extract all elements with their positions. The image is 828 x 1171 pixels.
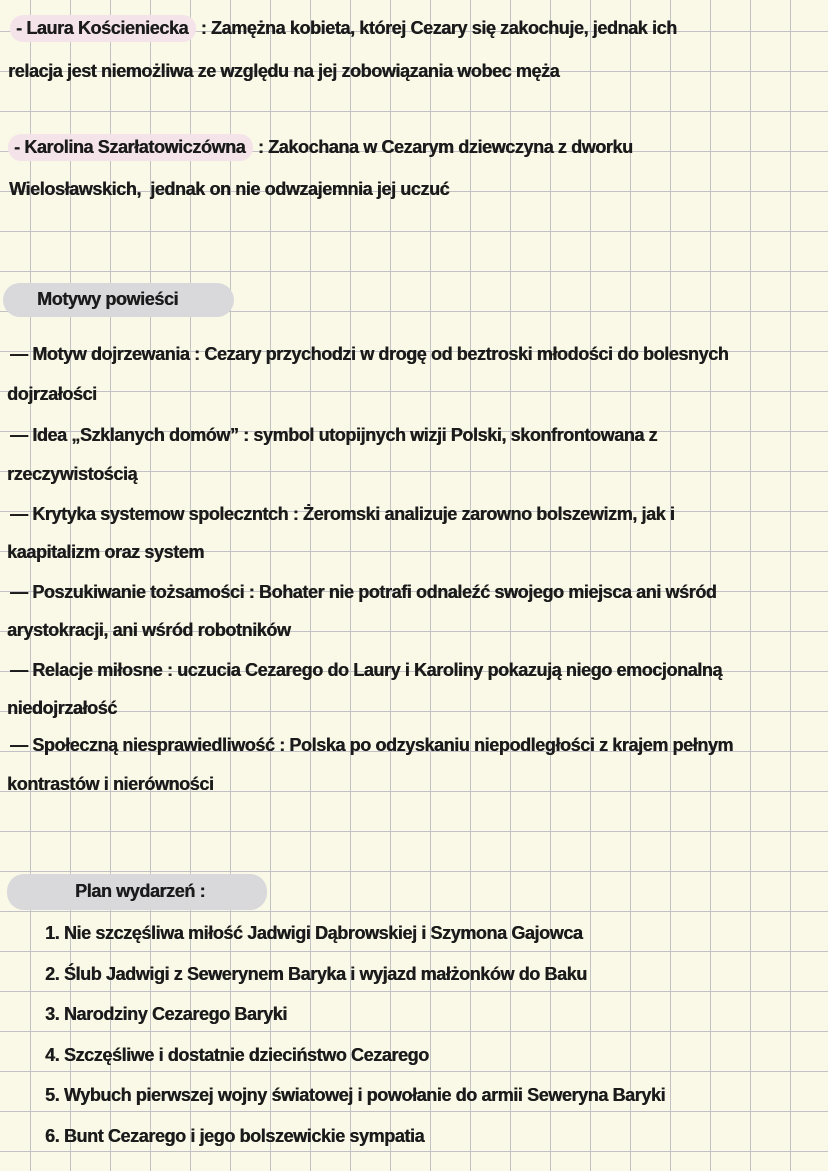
motif-item-continuation: dojrzałości [7,384,97,404]
character-line [16,16,677,40]
plan-item: 2. Ślub Jadwigi z Sewerynem Baryka i wyjazd małżonków do Baku [45,964,587,984]
character-name-highlight: - Karolina Szarłatowiczówna [8,134,253,161]
character-name-highlight: - Laura Kościeniecka [10,15,196,42]
character-description: : Zamężna kobieta, której Cezary się zakochuje, jednak ich [196,18,677,38]
motif-item-line: — Motyw dojrzewania : Cezary przychodzi w drogę od beztroski młodości do bolesnych [10,344,729,364]
motif-item-line: — Społeczną niesprawiedliwość : Polska po odzyskaniu niepodległości z krajem pełnym [10,735,734,755]
character-description: : Zakochana w Cezarym dziewczyna z dworku [253,137,633,157]
character-line-continuation: relacja jest niemożliwa ze względu na jej zobowiązania wobec męża [8,61,560,81]
plan-item: 5. Wybuch pierwszej wojny światowej i powołanie do armii Seweryna Baryki [45,1085,666,1105]
motif-item-line: — Krytyka systemow spoleczntch : Żeromski analizuje zarowno bolszewizm, jak i [10,504,675,524]
plan-item: 3. Narodziny Cezarego Baryki [45,1004,287,1024]
plan-item: 1. Nie szczęśliwa miłość Jadwigi Dąbrowskiej i Szymona Gajowca [45,923,583,943]
plan-item: 4. Szczęśliwe i dostatnie dzieciństwo Cezarego [45,1045,429,1065]
character-line-continuation: Wielosławskich, jednak on nie odwzajemnia jej uczuć [9,179,450,199]
character-line [14,135,633,159]
motif-item-continuation: niedojrzałość [7,698,117,718]
motif-item-line: — Idea „Szklanych domów” : symbol utopijnych wizji Polski, skonfrontowana z [10,425,658,445]
motif-item-line: — Poszukiwanie tożsamości : Bohater nie potrafi odnaleźć swojego miejsca ani wśród [10,582,717,602]
motif-item-continuation: rzeczywistością [7,464,138,484]
motifs-section-heading: Motywy powieści [3,283,234,317]
motif-item-continuation: kaapitalizm oraz system [7,542,204,562]
plan-section-heading: Plan wydarzeń : [7,874,267,910]
motif-item-line: — Relacje miłosne : uczucia Cezarego do Laury i Karoliny pokazują niego emocjonalną [10,660,722,680]
plan-item: 6. Bunt Cezarego i jego bolszewickie sympatia [45,1126,425,1146]
motif-item-continuation: kontrastów i nierówności [7,774,214,794]
motif-item-continuation: arystokracji, ani wśród robotników [7,620,291,640]
